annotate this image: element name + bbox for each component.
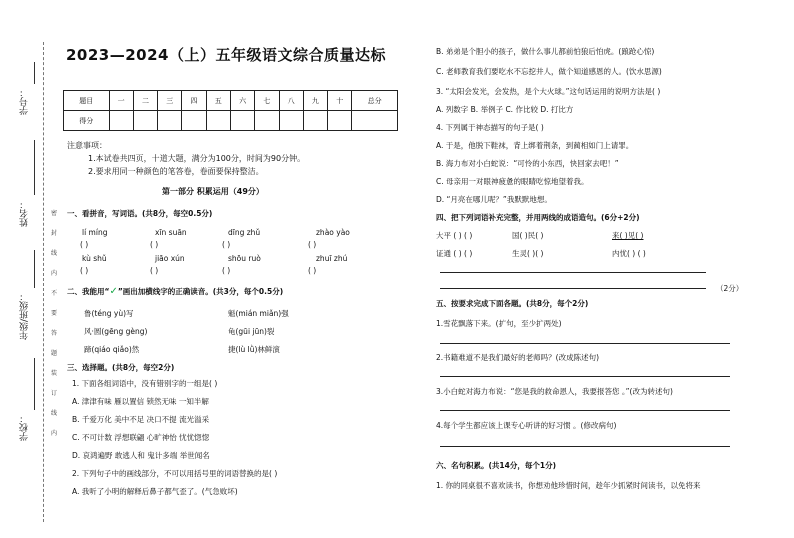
binding-char: 答	[51, 330, 58, 337]
binding-char: 密	[51, 210, 58, 217]
pinyin: zhuī zhú	[316, 254, 348, 263]
grade-class-label: 年级/班级：	[20, 292, 30, 341]
pronunciation-item[interactable]: 魁(mián miǎn)强	[228, 309, 289, 318]
exam-title: 2023—2024（上）五年级语文综合质量达标	[66, 46, 386, 64]
table-header: 七	[255, 91, 279, 111]
binding-margin	[0, 0, 60, 538]
pinyin: lí míng	[82, 228, 108, 237]
question-text: 1. 你的同桌很不喜欢读书，你想劝他珍惜时间，趁年少抓紧时间读书，以免将来	[436, 481, 701, 490]
binding-char: 题	[51, 350, 58, 357]
option-text: C. 老师教育我们要吃水不忘挖井人，做个知道感恩的人。(饮水思源)	[436, 67, 662, 76]
score-cell[interactable]	[303, 111, 327, 131]
binding-char: 内	[51, 270, 58, 277]
pinyin: kù shǔ	[82, 254, 107, 263]
answer-line[interactable]	[440, 446, 730, 447]
sec2-heading-b: ”画出加横线字的正确读音。(共3分，每个0.5分)	[117, 287, 284, 296]
score-cell[interactable]	[109, 111, 133, 131]
table-header: 十	[328, 91, 352, 111]
pinyin: xīn suān	[155, 228, 187, 237]
table-header: 五	[206, 91, 230, 111]
option-text: A. 于是，他脱下鞋袜，背上绑着荆条，到蔺相如门上请罪。	[436, 141, 634, 150]
note-item: 1.本试卷共四页，十道大题，满分为100分，时间为90分钟。	[88, 154, 306, 163]
option-text: C. 不可计数 浮想联翩 心旷神怡 忧忧惚惚	[72, 433, 210, 442]
score-row-label: 得分	[64, 111, 110, 131]
binding-char: 线	[51, 250, 58, 257]
question-text: 3. “太阳会发光，会发热，是个大火球。”这句话运用的说明方法是( )	[436, 87, 661, 96]
score-cell[interactable]	[352, 111, 398, 131]
pinyin: shōu ruò	[228, 254, 261, 263]
answer-bracket[interactable]: ( )	[80, 240, 89, 249]
answer-bracket[interactable]: ( )	[308, 240, 317, 249]
table-header: 六	[230, 91, 254, 111]
answer-line[interactable]	[440, 343, 730, 344]
table-header: 三	[158, 91, 182, 111]
idiom-fill[interactable]: 证通 ( ) ( )	[436, 249, 473, 258]
score-cell[interactable]	[158, 111, 182, 131]
table-header: 一	[109, 91, 133, 111]
score-table	[63, 90, 398, 131]
sec5-heading: 五、按要求完成下面各题。(共8分，每个2分)	[436, 299, 589, 308]
answer-bracket[interactable]: ( )	[222, 240, 231, 249]
question-text: 1.雪花飘落下来。(扩句，至少扩两处)	[436, 319, 562, 328]
option-text: D. 哀鸿遍野 敢逃人和 鬼计多端 举世闻名	[72, 451, 210, 460]
option-text: A. 津津有味 雁以置信 锁然无味 一知半解	[72, 397, 209, 406]
binding-dashed-line	[43, 42, 44, 522]
points-label: （2分）	[716, 284, 744, 293]
score-table-score-row	[64, 111, 398, 131]
question-text: 4. 下列属于神态描写的句子是( )	[436, 123, 544, 132]
pinyin: zhào yào	[316, 228, 350, 237]
answer-bracket[interactable]: ( )	[150, 266, 159, 275]
score-cell[interactable]	[255, 111, 279, 131]
sec2-heading-a: 二、我能用“	[67, 287, 110, 296]
sec6-heading: 六、名句积累。(共14分，每个1分)	[436, 461, 557, 470]
question-text: 1. 下面各组词语中，没有错别字的一组是( )	[72, 379, 218, 388]
binding-char: 装	[51, 370, 58, 377]
pronunciation-item[interactable]: 鲁(téng yù)写	[84, 309, 134, 318]
answer-bracket[interactable]: ( )	[308, 266, 317, 275]
question-text: 3.小白蛇对海力布说：“您是我的救命恩人，我要报答您 。”(改为转述句)	[436, 387, 673, 396]
notes-heading: 注意事项：	[67, 141, 107, 150]
answer-line[interactable]	[440, 272, 706, 273]
option-text: C. 母亲用一对眼神疲惫的眼睛吃惊地望着我。	[436, 177, 589, 186]
option-text: A. 列数字 B. 举例子 C. 作比较 D. 打比方	[436, 105, 574, 114]
note-item: 2.要求用同一种颜色的笔答卷，卷面要保持整洁。	[88, 167, 264, 176]
school-field[interactable]	[34, 358, 35, 410]
answer-bracket[interactable]: ( )	[222, 266, 231, 275]
answer-line[interactable]	[440, 288, 706, 289]
binding-char: 线	[51, 410, 58, 417]
option-text: B. 千爱万化 美中不足 决口不提 流光溢采	[72, 415, 210, 424]
student-id-field[interactable]	[34, 62, 35, 84]
sec1-heading: 一、看拼音，写词语。(共8分，每空0.5分)	[67, 209, 213, 218]
question-text: 4.每个学生都应该上课专心听讲的好习惯 。(修改病句)	[436, 421, 617, 430]
table-header: 题目	[64, 91, 110, 111]
table-header: 总分	[352, 91, 398, 111]
checkmark-icon: ✓	[109, 286, 118, 297]
student-id-label: 学号：	[20, 88, 30, 115]
school-label: 学校：	[20, 414, 30, 441]
score-cell[interactable]	[133, 111, 157, 131]
pinyin: jiāo xún	[155, 254, 185, 263]
idiom-fill[interactable]: 大平 ( ) ( )	[436, 231, 473, 240]
sec4-heading: 四、把下列词语补充完整，并用两线的成语造句。(6分+2分)	[436, 213, 640, 222]
sec2-heading	[67, 286, 283, 297]
score-table-header-row	[64, 91, 398, 111]
option-text: B. 弟弟是个胆小的孩子，做什么事儿都前怕狼后怕虎。(踉跄心惊)	[436, 47, 655, 56]
binding-char: 订	[51, 390, 58, 397]
option-text: B. 海力布对小白蛇说：“可怜的小东西，快回家去吧！”	[436, 159, 619, 168]
pronunciation-item[interactable]: 风·圆(gēng gèng)	[84, 327, 148, 336]
binding-char: 要	[51, 310, 58, 317]
student-name-field[interactable]	[34, 140, 35, 195]
answer-line[interactable]	[440, 376, 730, 377]
part1-heading: 第一部分 积累运用（49分）	[162, 187, 264, 196]
score-cell[interactable]	[230, 111, 254, 131]
table-header: 四	[182, 91, 206, 111]
table-header: 二	[133, 91, 157, 111]
score-cell[interactable]	[328, 111, 352, 131]
pinyin: dīng zhǔ	[228, 228, 261, 237]
answer-line[interactable]	[440, 410, 730, 411]
score-cell[interactable]	[182, 111, 206, 131]
pronunciation-item[interactable]: 捷(lù lǜ)林鲜演	[228, 345, 280, 354]
idiom-fill-underlined[interactable]: 来( )见( )	[612, 231, 644, 240]
answer-bracket[interactable]: ( )	[80, 266, 89, 275]
student-name-label: 姓名：	[20, 200, 30, 227]
pronunciation-item[interactable]: 龟(gūi jūn)裂	[228, 327, 275, 336]
option-text: A. 我听了小明的解释后鼻子都气歪了。(气急败坏)	[72, 487, 238, 496]
sec3-heading: 三、选择题。(共8分，每空2分)	[67, 363, 175, 372]
binding-char: 内	[51, 430, 58, 437]
option-text: D. “月亮在哪儿呢？”我默默地想。	[436, 195, 552, 204]
table-header: 九	[303, 91, 327, 111]
table-header: 八	[279, 91, 303, 111]
idiom-fill[interactable]: 国( )民( )	[512, 231, 544, 240]
idiom-fill[interactable]: 生灵( )( )	[512, 249, 544, 258]
pronunciation-item[interactable]: 蹄(qiáo qiǎo)然	[84, 345, 140, 354]
answer-bracket[interactable]: ( )	[150, 240, 159, 249]
score-cell[interactable]	[279, 111, 303, 131]
idiom-fill[interactable]: 内忧( ) ( )	[612, 249, 646, 258]
score-cell[interactable]	[206, 111, 230, 131]
binding-char: 不	[51, 290, 58, 297]
grade-class-field[interactable]	[34, 250, 35, 288]
binding-char: 封	[51, 230, 58, 237]
question-text: 2. 下列句子中的画线部分，不可以用括号里的词语替换的是( )	[72, 469, 278, 478]
question-text: 2.书籍难道不是我们最好的老师吗？(改成陈述句)	[436, 353, 600, 362]
